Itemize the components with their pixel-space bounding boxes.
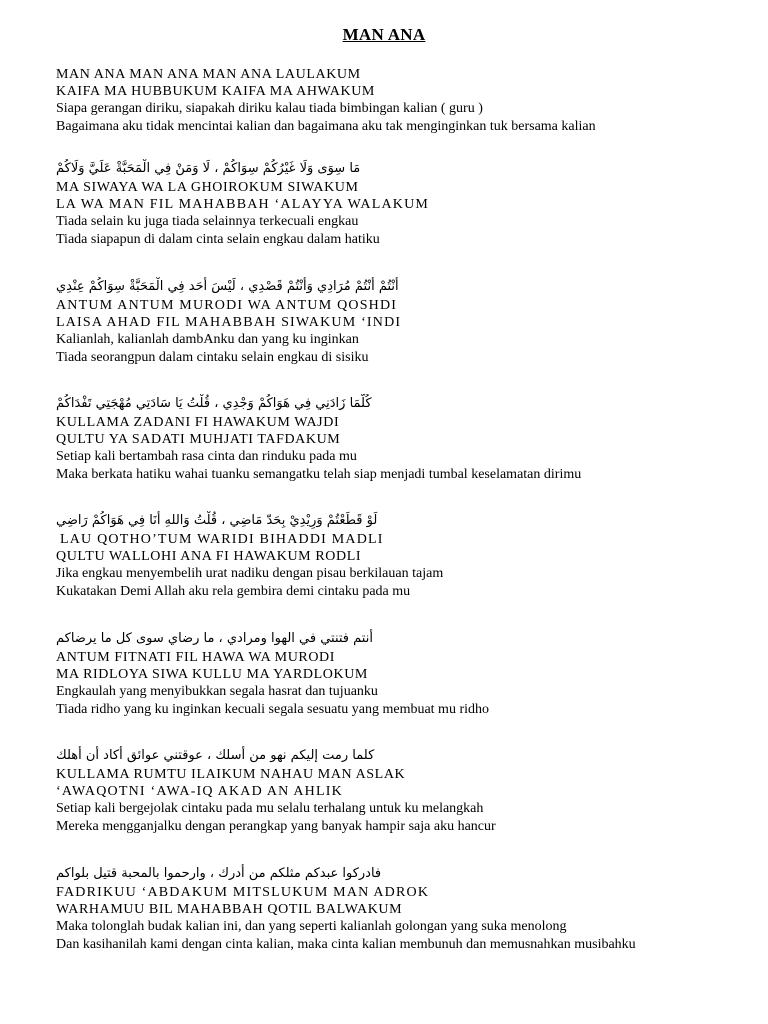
transliteration-line: LAU QOTHO’TUM WARIDI BIHADDI MADLI [60, 532, 384, 547]
translation-line: Mereka mengganjalku dengan perangkap yang banyak hampir saja aku hancur [56, 818, 496, 834]
arabic-verse: أنتم فتنتي في الهوا ومرادي ، ما رضاي سوى كل ما يرضاكم [56, 631, 373, 646]
transliteration-line: FADRIKUU ‘ABDAKUM MITSLUKUM MAN ADROK [56, 885, 430, 900]
intro-block [56, 66, 746, 135]
translation-line: Kalianlah, kalianlah dambAnku dan yang ku inginkan [56, 332, 359, 348]
transliteration-line: MA SIWAYA WA LA GHOIROKUM SIWAKUM [56, 180, 359, 195]
translation-line: Kukatakan Demi Allah aku rela gembira demi cintaku pada mu [56, 583, 411, 599]
transliteration-line: QULTU YA SADATI MUHJATI TAFDAKUM [56, 432, 341, 448]
transliteration-line: ANTUM FITNATI FIL HAWA WA MURODI [56, 650, 336, 665]
stanza-4 [56, 511, 746, 600]
transliteration-line: WARHAMUU BIL MAHABBAH QOTIL BALWAKUM [56, 902, 403, 918]
translation-line: Jika engkau menyembelih urat nadiku dengan pisau berkilauan tajam [56, 566, 444, 582]
translation-line: Dan kasihanilah kami dengan cinta kalian, maka cinta kalian membunuh dan memusnahkan musibahku [56, 936, 636, 952]
translation-line: Maka tolonglah budak kalian ini, dan yang seperti kalianlah golongan yang suka menolong [56, 919, 567, 935]
arabic-verse: كلما رمت إليكم نهو من أسلك ، عوقتني عوائق أكاد أن أهلك [56, 748, 375, 763]
translation-line: Tiada ridho yang ku inginkan kecuali segala sesuatu yang membuat mu ridho [56, 701, 490, 717]
translation-line: Setiap kali bergejolak cintaku pada mu selalu terhalang untuk ku melangkah [56, 801, 484, 817]
stanza-3 [56, 394, 746, 483]
intro-line: MAN ANA MAN ANA MAN ANA LAULAKUM [56, 67, 361, 82]
translation-line: Maka berkata hatiku wahai tuanku semangatku telah siap menjadi tumbal keselamatan dirimu [56, 466, 582, 482]
transliteration-line: KULLAMA ZADANI FI HAWAKUM WAJDI [56, 415, 340, 430]
transliteration-line: ANTUM ANTUM MURODI WA ANTUM QOSHDI [56, 298, 398, 313]
stanza-7 [56, 864, 746, 953]
page-title: MAN ANA [342, 25, 426, 44]
stanza-1 [56, 159, 746, 248]
transliteration-line: LAISA AHAD FIL MAHABBAH SIWAKUM ‘INDI [56, 315, 402, 331]
arabic-verse: لَوْ قَطَعْتُمْ وَرِيْدِيْ بِحَدّ مَاضِي ، قُلْتُ وَاللهِ أَنَا فِي هَوَاكُمْ رَاضِي [56, 513, 378, 528]
translation-line: Tiada selain ku juga tiada selainnya terkecuali engkau [56, 214, 359, 230]
arabic-verse: أَنْتُمْ أَنْتُمْ مُرَادِي وَأَنْتُمْ قَصْدِي ، لَيْسَ أَحَد فِي الْمَحَبَّةْ سِوَاكُمْ عِنْدِي [56, 279, 399, 294]
translation-line: Setiap kali bertambah rasa cinta dan rinduku pada mu [56, 449, 357, 465]
transliteration-line: ‘AWAQOTNI ‘AWA-IQ AKAD AN AHLIK [56, 784, 343, 800]
transliteration-line: LA WA MAN FIL MAHABBAH ‘ALAYYA WALAKUM [56, 197, 430, 213]
intro-line: Bagaimana aku tidak mencintai kalian dan bagaimana aku tak menginginkan tuk bersama kalian [56, 118, 596, 134]
transliteration-line: KULLAMA RUMTU ILAIKUM NAHAU MAN ASLAK [56, 767, 406, 782]
translation-line: Tiada siapapun di dalam cinta selain engkau dalam hatiku [56, 231, 380, 247]
transliteration-line: QULTU WALLOHI ANA FI HAWAKUM RODLI [56, 549, 362, 565]
arabic-verse: فادركوا عبدكم مثلكم من أدرك ، وارحموا بالمحبة قتيل بلواكم [56, 866, 382, 881]
arabic-verse: مَا سِوَى وَلَا غَيْرُكُمْ سِوَاكُمْ ، لَا وَمَنْ فِي الْمَحَبَّةْ عَلَيَّ وَلَاكُمْ [56, 161, 361, 176]
intro-line: KAIFA MA HUBBUKUM KAIFA MA AHWAKUM [56, 84, 375, 100]
intro-line: Siapa gerangan diriku, siapakah diriku kalau tiada bimbingan kalian ( guru ) [56, 101, 483, 117]
arabic-verse: كُلَّمَا زَادَنِي فِي هَوَاكُمْ وَجْدِي ، قُلْتُ يَا سَادَتِي مُهْجَتِي تَفْدَاكُمْ [56, 396, 372, 411]
transliteration-line: MA RIDLOYA SIWA KULLU MA YARDLOKUM [56, 667, 368, 683]
translation-line: Engkaulah yang menyibukkan segala hasrat dan tujuanku [56, 684, 378, 700]
stanza-5 [56, 629, 746, 718]
stanza-6 [56, 746, 746, 835]
translation-line: Tiada seorangpun dalam cintaku selain engkau di sisiku [56, 349, 369, 365]
stanza-2 [56, 277, 746, 366]
